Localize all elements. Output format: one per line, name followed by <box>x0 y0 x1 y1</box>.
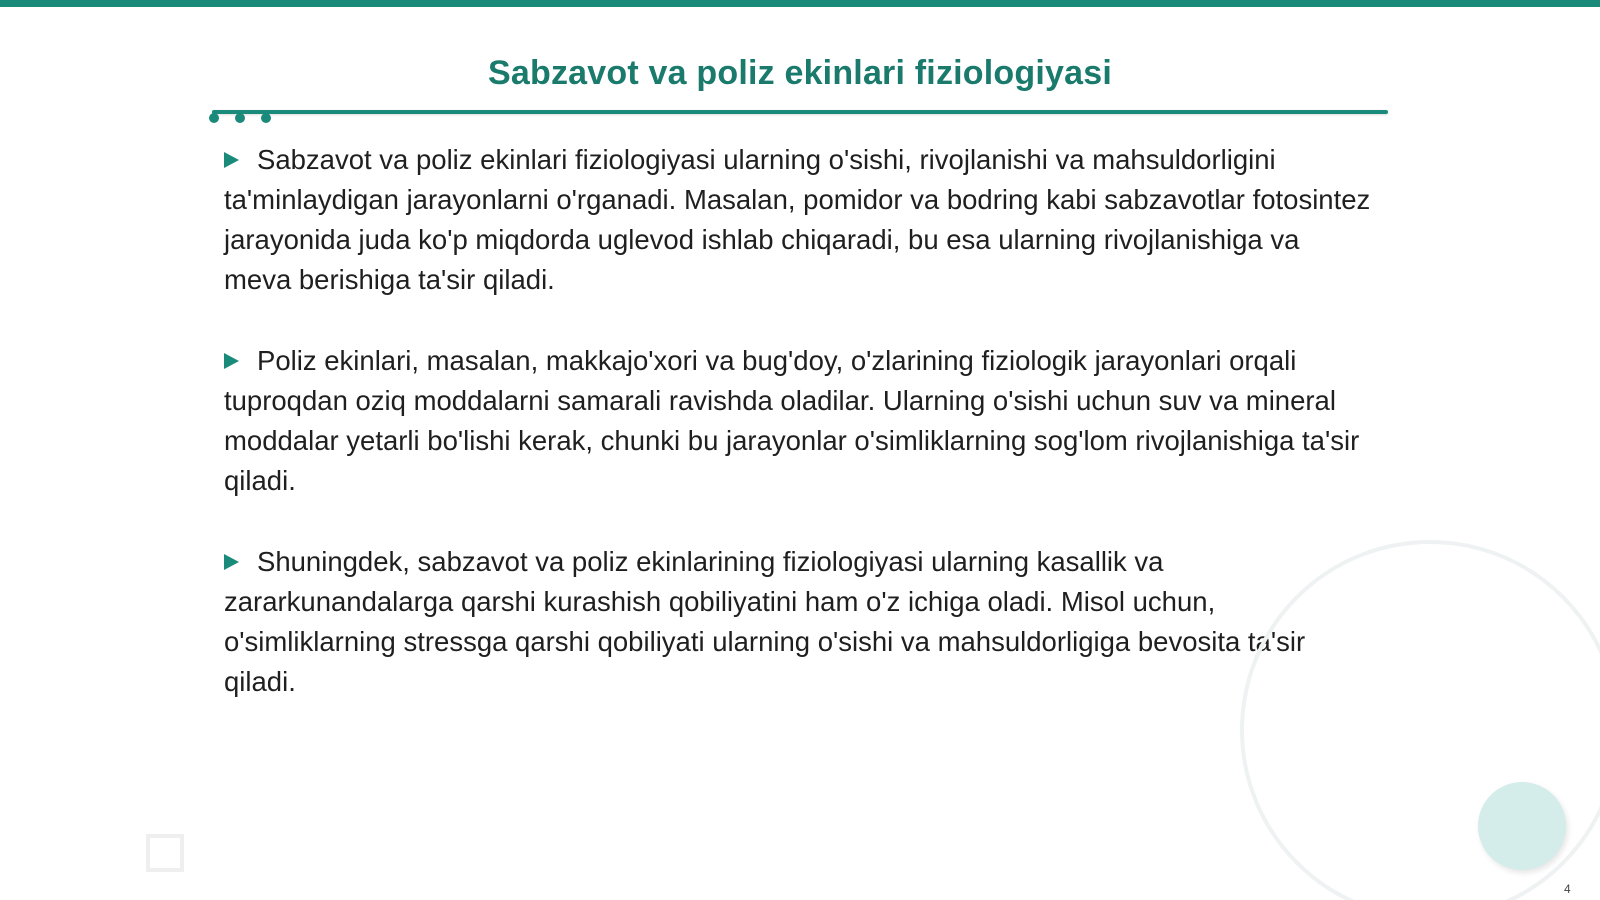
slide-title: Sabzavot va poliz ekinlari fiziologiyasi <box>488 54 1112 92</box>
triangle-right-icon <box>224 353 239 369</box>
bullet-text: Sabzavot va poliz ekinlari fiziologiyasi ularning o'sishi, rivojlanishi va mahsuldorligini ta'minlaydigan jarayonlarni o'rganadi. Masalan, pomidor va bodring kabi sabzavotlar fotosintez jarayonida juda ko'p miqdorda uglevod ishlab chiqaradi, bu esa ularning rivojlanishiga va meva berishiga ta'sir qiladi. <box>224 144 1371 295</box>
bullet-item <box>224 542 1374 702</box>
bullet-item <box>224 140 1374 300</box>
bullet-text: Poliz ekinlari, masalan, makkajo'xori va bug'doy, o'zlarining fiziologik jarayonlari orqali tuproqdan oziq moddalarni samarali ravishda oladilar. Ularning o'sishi uchun suv va mineral moddalar yetarli bo'lishi kerak, chunki bu jarayonlar o'simliklarning sog'lom rivojlanishiga ta'sir qiladi. <box>224 345 1360 496</box>
triangle-right-icon <box>224 152 239 168</box>
bullet-item <box>224 341 1374 501</box>
decorative-square-icon <box>146 834 184 872</box>
decorative-dot-icon <box>235 113 245 123</box>
decorative-circle-icon <box>1478 782 1566 870</box>
triangle-right-icon <box>224 554 239 570</box>
bullet-text: Shuningdek, sabzavot va poliz ekinlarining fiziologiyasi ularning kasallik va zararkunandalarga qarshi kurashish qobiliyatini ham o'z ichiga oladi. Misol uchun, o'simliklarning stressga qarshi qobiliyati ularning o'sishi va mahsuldorligiga bevosita ta'sir qiladi. <box>224 546 1306 697</box>
page-number: 4 <box>1564 882 1571 896</box>
title-underline <box>212 110 1388 114</box>
decorative-dot-icon <box>209 113 219 123</box>
decorative-dot-icon <box>261 113 271 123</box>
bullet-list <box>224 140 1374 743</box>
top-accent-bar <box>0 0 1600 7</box>
